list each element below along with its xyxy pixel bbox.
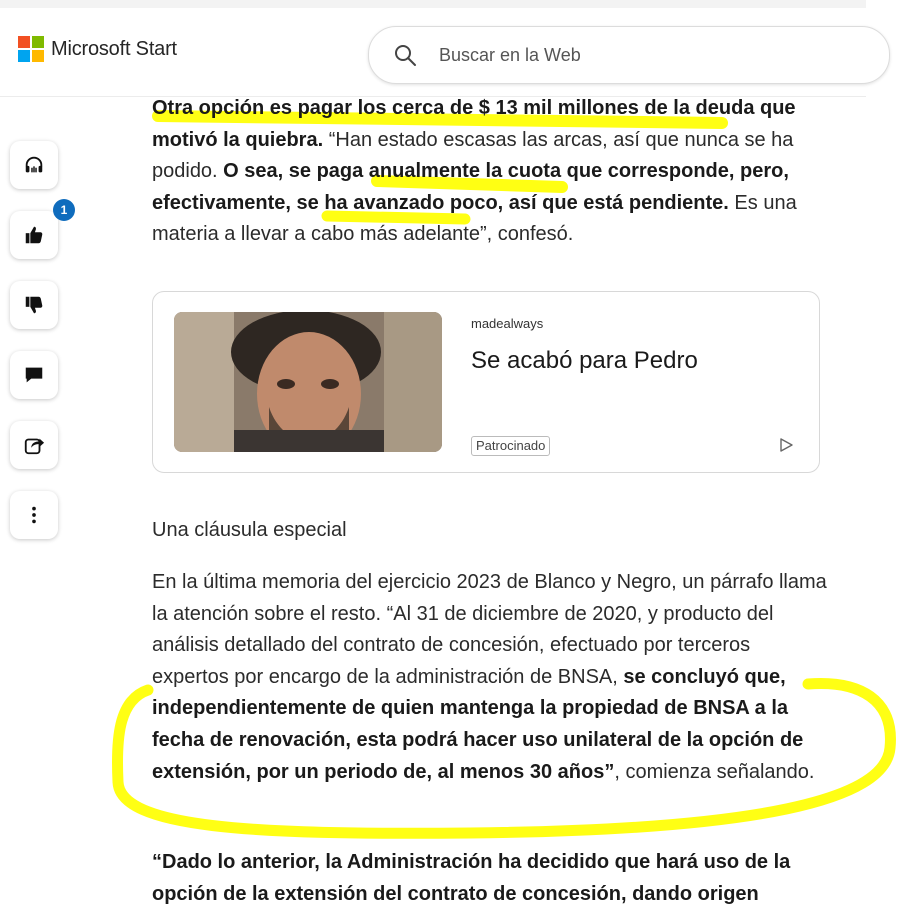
paragraph-clause [152, 567, 832, 788]
ad-source: madealways [471, 316, 544, 331]
sponsored-badge: Patrocinado [471, 436, 550, 456]
share-icon [23, 434, 45, 456]
bold-text: Otra opción es pagar los cerca de $ 13 mil millones de la deuda que motivó la quiebra. [152, 97, 796, 151]
microsoft-logo-icon [18, 36, 44, 62]
more-options-button[interactable] [10, 491, 58, 539]
dislike-button[interactable] [10, 281, 58, 329]
paragraph-administration [152, 847, 832, 910]
microsoft-start-logo[interactable] [18, 36, 177, 62]
plain-text: “Han estado escasas las arcas, así que nunca se ha podido. [152, 128, 794, 183]
thumbs-up-icon [23, 224, 45, 246]
listen-button[interactable] [10, 141, 58, 189]
ad-info-icon[interactable] [778, 437, 794, 453]
top-strip [0, 0, 866, 8]
search-box[interactable] [368, 26, 890, 84]
ad-title[interactable]: Se acabó para Pedro [471, 347, 698, 374]
bold-text: O sea, se paga anualmente la cuota que corresponde, pero, efectivamente, se ha avanzado poco, así que está pendiente. [152, 160, 789, 214]
paragraph-debt [152, 93, 827, 251]
portrait-image [174, 312, 442, 452]
more-icon [23, 504, 45, 526]
search-icon [393, 43, 417, 67]
comment-button[interactable] [10, 351, 58, 399]
ad-image[interactable] [174, 312, 442, 452]
comment-icon [23, 364, 45, 386]
bold-text: “Dado lo anterior, la Administración ha decidido que hará uso de la opción de la extensión del contrato de concesión, dando origen [152, 851, 791, 905]
plain-text: En la última memoria del ejercicio 2023 de Blanco y Negro, un párrafo llama la atención sobre el resto. “Al 31 de diciembre de 2020, y producto del análisis detallado del contrato de concesión, efectuado por terceros expertos por encargo de la administración de BNSA, [152, 571, 827, 688]
search-input[interactable]: Buscar en la Web [439, 45, 581, 65]
site-header [0, 8, 866, 97]
plain-text: , comienza señalando. [614, 760, 815, 783]
brand-name: Microsoft Start [51, 37, 177, 60]
plain-text: Es una materia a llevar a cabo más adelante”, confesó. [152, 191, 797, 246]
bold-text: se concluyó que, independientemente de quien mantenga la propiedad de BNSA a la fecha de renovación, esta podrá hacer uso unilateral de la opción de extensión, por un periodo de, al menos 30 años” [152, 665, 804, 783]
thumbs-down-icon [23, 294, 45, 316]
share-button[interactable] [10, 421, 58, 469]
section-subheading: Una cláusula especial [152, 519, 347, 541]
likes-count-badge: 1 [53, 199, 75, 221]
sponsored-ad-card[interactable] [152, 291, 820, 473]
headphones-icon [23, 154, 45, 176]
like-button[interactable] [10, 211, 58, 259]
